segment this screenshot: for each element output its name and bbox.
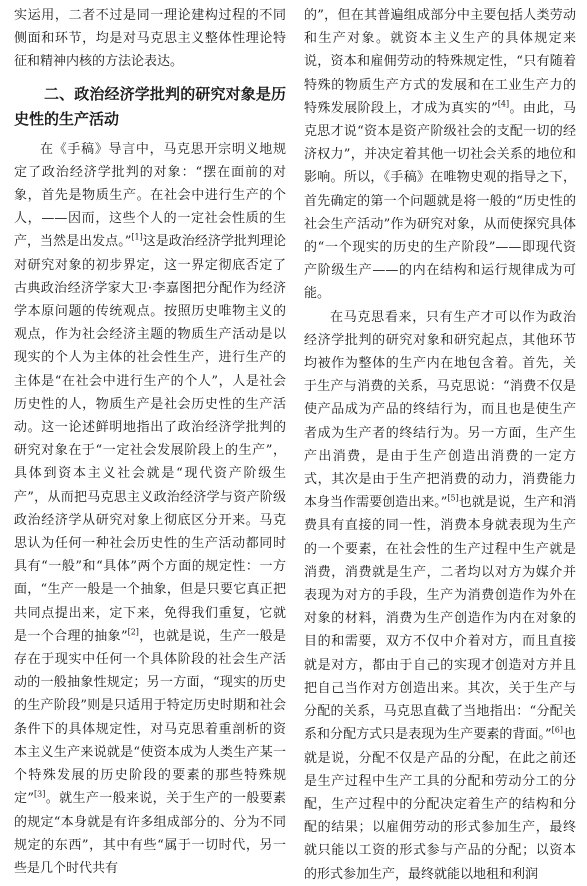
text-segment: 也就是说，分配不仅是产品的分配，在此之前还是生产过程中生产工具的分配和劳动分工的分配，生产过程中的分配决定着生产的结构和分配的结果；以雇佣劳动的形式参加生产，最终就只能以工资的形式参与产品的分配；以资本的形式参加生产，最终就能以地租和利润 — [304, 727, 576, 882]
text-segment: ，也就是说，生产一般是存在于现实中任何一个具体阶段的社会生产活动的一般抽象性规定；另一方面，“现实的历史的生产阶段”则是只适用于特定历史时期和社会条件下的具体规定性，对马克思着重剖析的资本主义生产来说就是“使资本成为人类生产某一个特殊发展的历史阶段的要素的那些特殊规定” — [14, 628, 286, 807]
intro-paragraph — [14, 4, 286, 74]
body-paragraph-1 — [14, 138, 286, 881]
body-paragraph-2 — [304, 306, 576, 886]
citation-ref: [1] — [131, 233, 143, 243]
text-segment: 的”，但在其普遍组成部分中主要包括人类劳动和生产对象。就资本主义生产的具体规定来说，资本和雇佣劳动的特殊规定性，“只有随着特殊的物质生产方式的发展和在工业生产力的特殊发展阶段上，才成为真实的” — [304, 8, 576, 116]
continued-paragraph — [304, 4, 576, 306]
left-column — [14, 4, 286, 880]
citation-ref: [5] — [447, 493, 459, 503]
text-segment: 。由此，马克思才说“资本是资产阶级社会的支配一切的经济权力”，并决定着其他一切社会关系的地位和影响。所以，《手稿》在唯物史观的指导之下，首先确定的第一个问题就是将一般的“历史性的社会生产活动”作为研究对象，从而使探究具体的“一个现实的历史的生产阶段”——即现代资产阶级生产——的内在结构和运行规律成为可能。 — [304, 100, 576, 302]
intro-text: 实运用，二者不过是同一理论建构过程的不同侧面和环节，均是对马克思主义整体性理论特征和精神内核的方法论表达。 — [14, 8, 286, 70]
citation-ref: [6] — [551, 725, 563, 735]
citation-ref: [2] — [127, 627, 139, 637]
text-segment: 这是政治经济学批判理论对研究对象的初步界定，这一界定彻底否定了古典政治经济学家大卫·李嘉图把分配作为经济学本原问题的传统观点。按照历史唯物主义的观点，作为社会经济主题的物质生产活动是以现实的个人为主体的社会性生产，进行生产的主体是“在社会中进行生产的个人”，人是社会历史性的人，物质生产是社会历史性的生产活动。这一论述鲜明地指出了政治经济学批判的研究对象在于“一定社会发展阶段上的生产”，具体到资本主义社会就是“现代资产阶级生产”，从而把马克思主义政治经济学与资产阶级政治经济学从研究对象上彻底区分开来。马克思认为任何一种社会历史性的生产活动都同时具有“一般”和“具体”两个方面的规定性：一方面，“生产一般是一个抽象，但是只要它真正把共同点提出来，定下来，免得我们重复，它就是一个合理的抽象” — [14, 234, 286, 644]
text-segment: 在马克思看来，只有生产才可以作为政治经济学批判的研究对象和研究起点，其他环节均被作为整体的生产内在地包含着。首先，关于生产与消费的关系，马克思说：“消费不仅是使产品成为产品的终结行为，而且也是使生产者成为生产者的终结行为。另一方面，生产生产出消费，是由于生产创造出消费的一定方式，其次是由于生产把消费的动力，消费能力本身当作需要创造出来。” — [304, 309, 576, 511]
right-column — [304, 4, 576, 886]
citation-ref: [3] — [34, 789, 46, 799]
citation-ref: [4] — [497, 99, 510, 109]
text-segment: 也就是说，生产和消费具有直接的同一性，消费本身就表现为生产的一个要素，在社会性的生产过程中生产就是消费，消费就是生产，二者均以对方为媒介并表现为对方的手段，生产为消费创造作为外在对象的材料，消费为生产创造作为内在对象的目的和需要，双方不仅中介着对方，而且直接就是对方，都由于自己的实现才创造对方并且把自己当作对方创造出来。其次，关于生产与分配的关系，马克思直截了当地指出：“分配关系和分配方式只是表现为生产要素的背面。” — [304, 495, 576, 743]
text-segment: 。就生产一般来说，关于生产的一般要素的规定“本身就是有许多组成部分的、分为不同规定的东西”，其中有些“属于一切时代，另一些是几个时代共有 — [14, 791, 286, 876]
section-heading: 二、政治经济学批判的研究对象是历史性的生产活动 — [14, 84, 286, 128]
text-segment: 在《手稿》导言中，马克思开宗明义地规定了政治经济学批判的对象：“摆在面前的对象，首先是物质生产。在社会中进行生产的个人，——因而，这些个人的一定社会性质的生产，当然是出发点。” — [14, 141, 286, 250]
